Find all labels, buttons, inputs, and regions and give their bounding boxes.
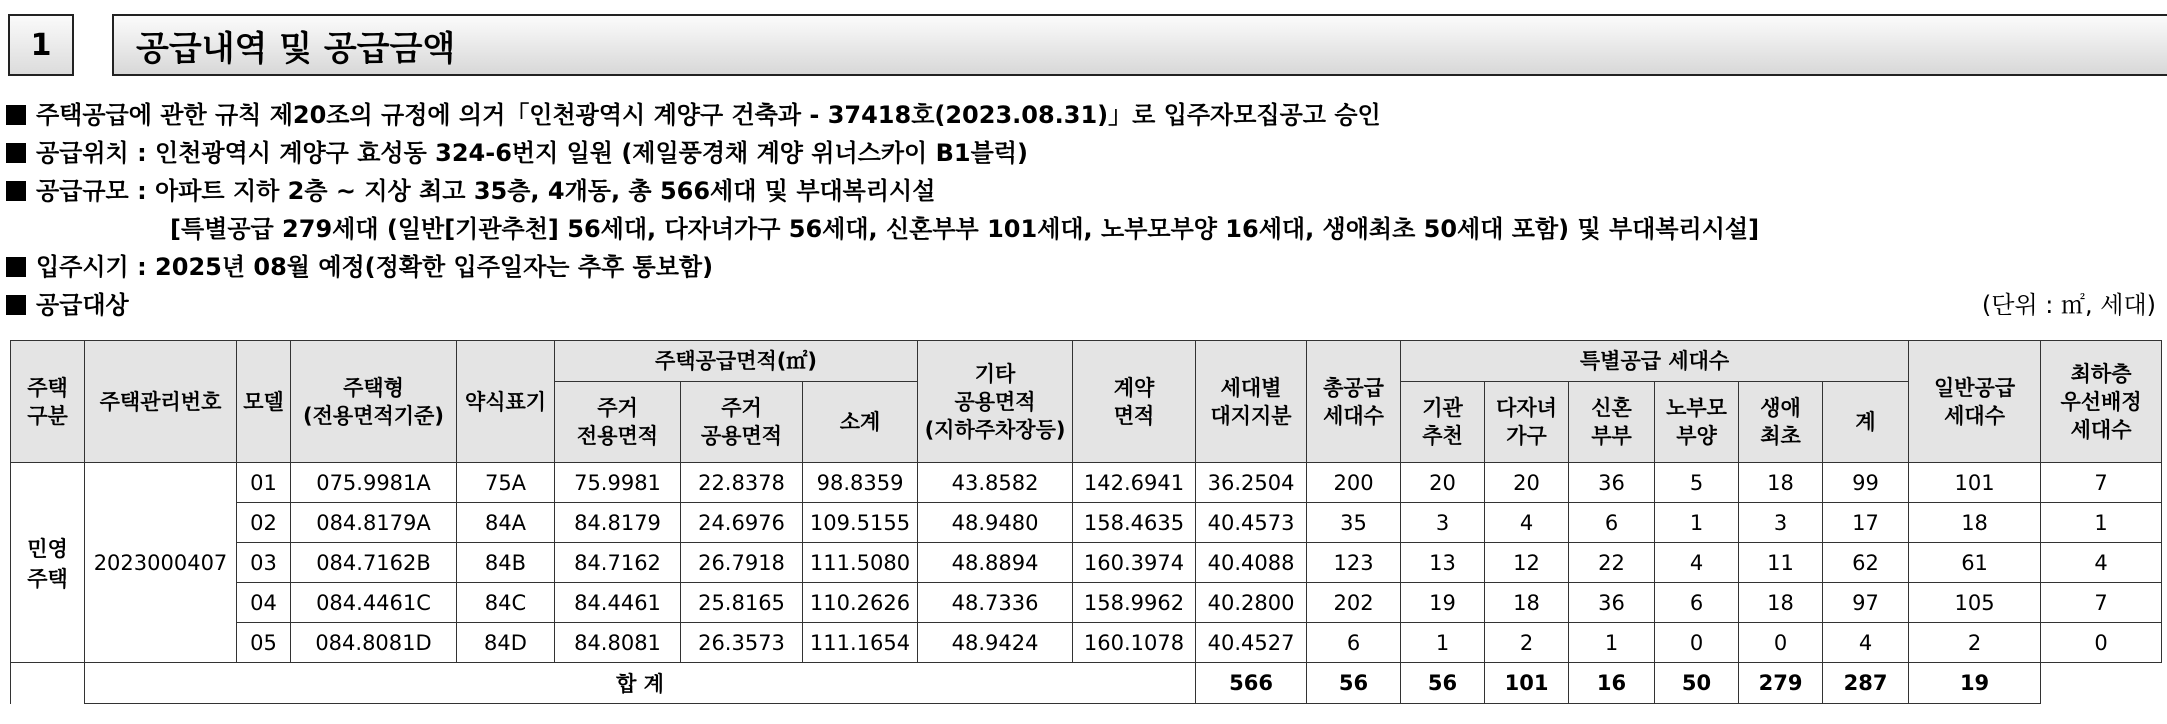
cell-sub: 111.5080 [803,543,918,583]
cell-inst: 20 [1401,463,1485,503]
cell-lowest: 7 [2041,463,2162,503]
header-subtotal: 소계 [803,382,918,463]
cell-contract: 158.9962 [1073,583,1196,623]
cell-land: 36.2504 [1196,463,1307,503]
total-newly: 101 [1485,663,1569,704]
header-land-share: 세대별 대지지분 [1196,341,1307,463]
header-newlywed: 신혼 부부 [1569,382,1655,463]
cell-first: 3 [1739,503,1823,543]
table-row [11,623,2162,663]
info-line-target: 공급대상 (단위 : ㎡, 세대) [6,286,2156,324]
header-multi-child: 다자녀 가구 [1485,382,1569,463]
total-inst: 56 [1307,663,1401,704]
cell-multi: 20 [1485,463,1569,503]
square-bullet-icon [6,181,26,201]
cell-model: 01 [237,463,291,503]
info-line-move-in: 입주시기 : 2025년 08월 예정(정확한 입주일자는 추후 통보함) [6,248,2156,286]
cell-type: 075.9981A [291,463,457,503]
cell-excl: 75.9981 [555,463,681,503]
cell-common: 22.8378 [681,463,803,503]
cell-model: 05 [237,623,291,663]
cell-elder: 0 [1655,623,1739,663]
cell-elder: 6 [1655,583,1739,623]
header-special-total: 계 [1823,382,1909,463]
header-common-area: 주거 공용면적 [681,382,803,463]
cell-sub: 110.2626 [803,583,918,623]
header-total-units: 총공급 세대수 [1307,341,1401,463]
cell-contract: 160.3974 [1073,543,1196,583]
cell-newly: 1 [1569,623,1655,663]
cell-inst: 19 [1401,583,1485,623]
square-bullet-icon [6,295,26,315]
cell-abbrev: 84D [457,623,555,663]
table-row [11,543,2162,583]
total-lowest: 19 [1909,663,2041,704]
cell-abbrev: 84A [457,503,555,543]
total-elder: 16 [1569,663,1655,704]
cell-model: 04 [237,583,291,623]
cell-total: 200 [1307,463,1401,503]
total-multi: 56 [1401,663,1485,704]
cell-land: 40.4573 [1196,503,1307,543]
header-model: 모델 [237,341,291,463]
cell-multi: 4 [1485,503,1569,543]
cell-other: 48.7336 [918,583,1073,623]
cell-model: 02 [237,503,291,543]
header-special-supply: 특별공급 세대수 [1401,341,1909,382]
square-bullet-icon [6,105,26,125]
cell-lowest: 0 [2041,623,2162,663]
mgmt-number-cell: 2023000407 [85,463,237,663]
cell-contract: 142.6941 [1073,463,1196,503]
cell-land: 40.4088 [1196,543,1307,583]
cell-sub: 98.8359 [803,463,918,503]
cell-common: 25.8165 [681,583,803,623]
total-general: 287 [1823,663,1909,704]
table-row [11,463,2162,503]
header-exclusive-area: 주거 전용면적 [555,382,681,463]
total-first: 50 [1655,663,1739,704]
cell-contract: 158.4635 [1073,503,1196,543]
cell-general: 2 [1909,623,2041,663]
header-inst: 기관 추천 [1401,382,1485,463]
cell-multi: 2 [1485,623,1569,663]
cell-sp_total: 62 [1823,543,1909,583]
square-bullet-icon [6,143,26,163]
cell-other: 48.9480 [918,503,1073,543]
cell-common: 24.6976 [681,503,803,543]
info-line-special: [특별공급 279세대 (일반[기관추천] 56세대, 다자녀가구 56세대, 신혼부부 101세대, 노부모부양 16세대, 생애최초 50세대 포함) 및 부대복리시설] [170,215,1760,243]
info-list [6,96,2156,324]
cell-sp_total: 4 [1823,623,1909,663]
cell-excl: 84.4461 [555,583,681,623]
header-first-time: 생애 최초 [1739,382,1823,463]
cell-general: 105 [1909,583,2041,623]
cell-general: 61 [1909,543,2041,583]
square-bullet-icon [6,257,26,277]
table-row [11,583,2162,623]
cell-lowest: 7 [2041,583,2162,623]
cell-first: 11 [1739,543,1823,583]
house-group-cell: 민영 주택 [11,463,85,663]
cell-type: 084.8179A [291,503,457,543]
cell-abbrev: 84B [457,543,555,583]
header-abbrev: 약식표기 [457,341,555,463]
cell-newly: 6 [1569,503,1655,543]
total-sp_total: 279 [1739,663,1823,704]
cell-first: 18 [1739,583,1823,623]
section-number: 1 [8,14,74,76]
cell-elder: 1 [1655,503,1739,543]
cell-elder: 4 [1655,543,1739,583]
cell-general: 18 [1909,503,2041,543]
cell-type: 084.4461C [291,583,457,623]
cell-other: 48.9424 [918,623,1073,663]
cell-newly: 36 [1569,463,1655,503]
info-line-approval: 주택공급에 관한 규칙 제20조의 규정에 의거「인천광역시 계양구 건축과 - 37418호(2023.08.31)」로 입주자모집공고 승인 [6,96,2156,134]
unit-note: (단위 : ㎡, 세대) [1981,291,2156,319]
total-label: 합 계 [85,663,1196,704]
cell-sp_total: 17 [1823,503,1909,543]
cell-sub: 111.1654 [803,623,918,663]
cell-sp_total: 97 [1823,583,1909,623]
cell-multi: 18 [1485,583,1569,623]
total-blank-cell [11,663,85,704]
cell-contract: 160.1078 [1073,623,1196,663]
cell-excl: 84.8081 [555,623,681,663]
cell-abbrev: 84C [457,583,555,623]
cell-sub: 109.5155 [803,503,918,543]
cell-total: 202 [1307,583,1401,623]
cell-total: 35 [1307,503,1401,543]
section-title: 공급내역 및 공급금액 [112,14,2167,76]
cell-type: 084.7162B [291,543,457,583]
cell-multi: 12 [1485,543,1569,583]
header-contract-area: 계약 면적 [1073,341,1196,463]
cell-lowest: 1 [2041,503,2162,543]
header-supply-area: 주택공급면적(㎡) [555,341,918,382]
cell-total: 123 [1307,543,1401,583]
header-other-common: 기타 공용면적 (지하주차장등) [918,341,1073,463]
info-line-scale: 공급규모 : 아파트 지하 2층 ~ 지상 최고 35층, 4개동, 총 566세대 및 부대복리시설 [6,172,2156,210]
cell-general: 101 [1909,463,2041,503]
cell-first: 18 [1739,463,1823,503]
cell-land: 40.4527 [1196,623,1307,663]
cell-lowest: 4 [2041,543,2162,583]
cell-common: 26.7918 [681,543,803,583]
header-lowest-floor: 최하층 우선배정 세대수 [2041,341,2162,463]
total-total: 566 [1196,663,1307,704]
header-house-group: 주택 구분 [11,341,85,463]
info-line-location: 공급위치 : 인천광역시 계양구 효성동 324-6번지 일원 (제일풍경채 계양 위너스카이 B1블럭) [6,134,2156,172]
total-row [11,663,2162,704]
cell-total: 6 [1307,623,1401,663]
table-row [11,503,2162,543]
supply-table [10,340,2162,704]
cell-first: 0 [1739,623,1823,663]
cell-newly: 22 [1569,543,1655,583]
cell-land: 40.2800 [1196,583,1307,623]
cell-model: 03 [237,543,291,583]
cell-inst: 1 [1401,623,1485,663]
cell-other: 48.8894 [918,543,1073,583]
cell-newly: 36 [1569,583,1655,623]
cell-sp_total: 99 [1823,463,1909,503]
cell-excl: 84.7162 [555,543,681,583]
header-general-units: 일반공급 세대수 [1909,341,2041,463]
cell-inst: 13 [1401,543,1485,583]
cell-excl: 84.8179 [555,503,681,543]
header-elderly: 노부모 부양 [1655,382,1739,463]
cell-common: 26.3573 [681,623,803,663]
cell-inst: 3 [1401,503,1485,543]
cell-elder: 5 [1655,463,1739,503]
cell-other: 43.8582 [918,463,1073,503]
header-mgmt-no: 주택관리번호 [85,341,237,463]
header-housing-type: 주택형 (전용면적기준) [291,341,457,463]
cell-type: 084.8081D [291,623,457,663]
cell-abbrev: 75A [457,463,555,503]
